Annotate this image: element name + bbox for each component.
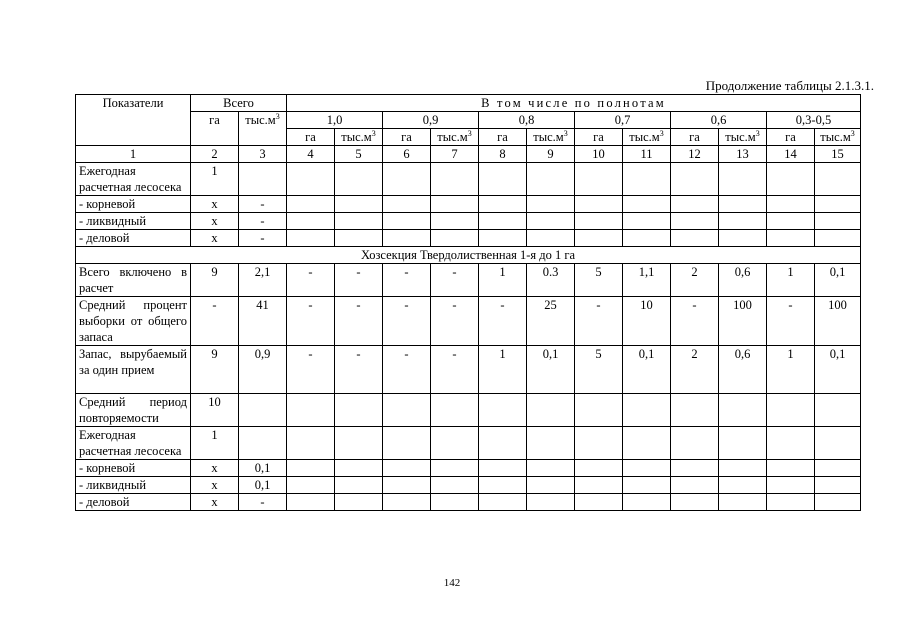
table-cell: [815, 394, 861, 427]
table-row: [76, 297, 861, 346]
table-cell: [815, 477, 861, 494]
table-cell: [623, 394, 671, 427]
table-cell: -: [287, 297, 335, 346]
column-number: 8: [479, 146, 527, 163]
table-cell: [575, 213, 623, 230]
table-cell: [815, 196, 861, 213]
table-cell: [287, 230, 335, 247]
table-cell: [527, 477, 575, 494]
table-cell: [287, 196, 335, 213]
header-ha-5: га: [767, 129, 815, 146]
column-number: 4: [287, 146, 335, 163]
table-cell: 1,1: [623, 264, 671, 297]
header-density-4: 0,6: [671, 112, 767, 129]
table-cell: -: [239, 196, 287, 213]
table-cell: [671, 196, 719, 213]
table-cell: [767, 213, 815, 230]
column-number: 7: [431, 146, 479, 163]
table-cell: -: [239, 213, 287, 230]
header-ha-4: га: [671, 129, 719, 146]
table-cell: [527, 230, 575, 247]
table-cell: 25: [527, 297, 575, 346]
table-cell: -: [287, 346, 335, 394]
table-cell: 0,1: [239, 460, 287, 477]
table-cell: [431, 394, 479, 427]
row-label: - ликвидный: [76, 477, 191, 494]
row-label: Средний период повторяемости: [76, 394, 191, 427]
table-row: [76, 477, 861, 494]
row-label: Запас, вырубаемый за один прием: [76, 346, 191, 394]
table-cell: [623, 163, 671, 196]
table-cell: [479, 394, 527, 427]
row-label: - ликвидный: [76, 213, 191, 230]
table-cell: 2,1: [239, 264, 287, 297]
table-cell: -: [383, 264, 431, 297]
table-cell: [383, 230, 431, 247]
table-cell: [527, 163, 575, 196]
table-cell: [623, 196, 671, 213]
column-number: 3: [239, 146, 287, 163]
table-cell: x: [191, 460, 239, 477]
table-cell: 100: [815, 297, 861, 346]
table-cell: [671, 460, 719, 477]
table-cell: [575, 460, 623, 477]
table-cell: [575, 477, 623, 494]
table-cell: [575, 230, 623, 247]
table-cell: 1: [767, 264, 815, 297]
table-row: [76, 494, 861, 511]
table-cell: [719, 427, 767, 460]
table-cell: 0.3: [527, 264, 575, 297]
table-cell: [335, 427, 383, 460]
table-cell: 1: [191, 163, 239, 196]
table-cell: [431, 230, 479, 247]
table-cell: [719, 494, 767, 511]
table-cell: x: [191, 494, 239, 511]
section-row: [76, 247, 861, 264]
table-cell: [767, 196, 815, 213]
table-cell: 0,1: [527, 346, 575, 394]
table-cell: [479, 494, 527, 511]
column-number: 1: [76, 146, 191, 163]
table-cell: [239, 394, 287, 427]
row-label: - корневой: [76, 196, 191, 213]
table-cell: 9: [191, 346, 239, 394]
table-cell: [431, 494, 479, 511]
table-cell: -: [191, 297, 239, 346]
table-cell: [719, 163, 767, 196]
table-cell: [431, 213, 479, 230]
header-m3-5: $тыс.м^3$: [815, 129, 861, 146]
column-number: 5: [335, 146, 383, 163]
row-label: Всего включено в расчет: [76, 264, 191, 297]
table-row: [76, 196, 861, 213]
table-cell: [575, 394, 623, 427]
table-cell: [527, 196, 575, 213]
table-cell: [287, 427, 335, 460]
column-numbers-row: [76, 146, 861, 163]
table-cell: [671, 494, 719, 511]
table-cell: [239, 427, 287, 460]
table-cell: [575, 494, 623, 511]
table-cell: [719, 477, 767, 494]
table-cell: [767, 394, 815, 427]
table-cell: [815, 494, 861, 511]
row-label: - деловой: [76, 230, 191, 247]
column-number: 13: [719, 146, 767, 163]
table-cell: [287, 213, 335, 230]
table-cell: 0,1: [623, 346, 671, 394]
table-cell: [671, 213, 719, 230]
table-cell: x: [191, 477, 239, 494]
table-cell: [527, 427, 575, 460]
header-density-5: 0,3-0,5: [767, 112, 861, 129]
table-cell: [575, 163, 623, 196]
table-cell: [431, 163, 479, 196]
table-cell: [623, 460, 671, 477]
table-cell: [383, 477, 431, 494]
header-including: В том числе по полнотам: [287, 95, 861, 112]
table-cell: x: [191, 213, 239, 230]
column-number: 9: [527, 146, 575, 163]
table-cell: x: [191, 196, 239, 213]
table-cell: [287, 460, 335, 477]
table-cell: [719, 460, 767, 477]
row-label: Средний процент выборки от общего запаса: [76, 297, 191, 346]
table-cell: [287, 394, 335, 427]
header-density-3: 0,7: [575, 112, 671, 129]
column-number: 14: [767, 146, 815, 163]
table-cell: -: [335, 264, 383, 297]
table-cell: 0,9: [239, 346, 287, 394]
table-row: [76, 346, 861, 394]
table-cell: [815, 163, 861, 196]
table-cell: [239, 163, 287, 196]
header-m3-1: $тыс.м^3$: [431, 129, 479, 146]
table-cell: 10: [623, 297, 671, 346]
table-cell: [671, 394, 719, 427]
table-cell: [671, 163, 719, 196]
header-ha-3: га: [575, 129, 623, 146]
column-number: 12: [671, 146, 719, 163]
table-cell: [815, 460, 861, 477]
row-label: Ежегодная расчетная лесосека: [76, 427, 191, 460]
table-cell: [335, 494, 383, 511]
table-row: [76, 427, 861, 460]
table-cell: -: [383, 297, 431, 346]
header-m3-0: $тыс.м^3$: [335, 129, 383, 146]
table-cell: [335, 477, 383, 494]
column-number: 10: [575, 146, 623, 163]
table-cell: [287, 477, 335, 494]
row-label: - деловой: [76, 494, 191, 511]
row-label: - корневой: [76, 460, 191, 477]
table-cell: -: [431, 346, 479, 394]
table-cell: [671, 477, 719, 494]
table-cell: [335, 460, 383, 477]
table-cell: [527, 460, 575, 477]
page-number: 142: [443, 577, 461, 589]
table-cell: [767, 427, 815, 460]
table-cell: 100: [719, 297, 767, 346]
table-row: [76, 460, 861, 477]
table-cell: 1: [191, 427, 239, 460]
table-cell: [623, 427, 671, 460]
column-number: 11: [623, 146, 671, 163]
table-cell: [623, 213, 671, 230]
table-cell: [767, 460, 815, 477]
table-cell: [335, 230, 383, 247]
table-cell: 0,6: [719, 346, 767, 394]
table-cell: [815, 230, 861, 247]
table-cell: [479, 427, 527, 460]
table-cell: 9: [191, 264, 239, 297]
table-cell: [575, 427, 623, 460]
table-cell: 2: [671, 346, 719, 394]
table-row: [76, 230, 861, 247]
header-total-m3: $тыс.м^3$: [239, 112, 287, 146]
header-row-2: [76, 112, 861, 129]
table-cell: [671, 427, 719, 460]
table-cell: -: [767, 297, 815, 346]
table-caption: Продолжение таблицы 2.1.3.1.: [705, 78, 874, 93]
table-cell: [431, 477, 479, 494]
table-cell: [527, 494, 575, 511]
table-row: [76, 213, 861, 230]
table-row: [76, 264, 861, 297]
table-cell: [767, 163, 815, 196]
table-cell: -: [575, 297, 623, 346]
header-m3-2: $тыс.м^3$: [527, 129, 575, 146]
row-label: Ежегодная расчетная лесосека: [76, 163, 191, 196]
table-cell: [479, 460, 527, 477]
table-cell: 1: [479, 264, 527, 297]
table-cell: [575, 196, 623, 213]
table-cell: [479, 230, 527, 247]
table-cell: [383, 494, 431, 511]
table-cell: -: [383, 346, 431, 394]
table-cell: -: [239, 494, 287, 511]
table-cell: [479, 196, 527, 213]
table-cell: -: [239, 230, 287, 247]
table-cell: [383, 460, 431, 477]
forest-table: [75, 94, 861, 511]
table-cell: [479, 213, 527, 230]
table-cell: [383, 196, 431, 213]
table-cell: 41: [239, 297, 287, 346]
table-cell: [527, 394, 575, 427]
table-cell: [815, 213, 861, 230]
column-number: 6: [383, 146, 431, 163]
table-cell: 5: [575, 346, 623, 394]
table-cell: [383, 394, 431, 427]
header-row-1: [76, 95, 861, 112]
table-cell: -: [431, 264, 479, 297]
table-cell: -: [287, 264, 335, 297]
table-cell: -: [335, 346, 383, 394]
table-cell: [815, 427, 861, 460]
column-number: 2: [191, 146, 239, 163]
table-cell: 2: [671, 264, 719, 297]
header-ha-1: га: [383, 129, 431, 146]
table-cell: [287, 163, 335, 196]
table-cell: [767, 230, 815, 247]
table-cell: -: [335, 297, 383, 346]
table-cell: 5: [575, 264, 623, 297]
header-m3-3: $тыс.м^3$: [623, 129, 671, 146]
table-cell: [671, 230, 719, 247]
header-m3-4: $тыс.м^3$: [719, 129, 767, 146]
header-indicators: Показатели: [76, 95, 191, 146]
table-cell: [335, 213, 383, 230]
table-cell: [767, 477, 815, 494]
table-cell: [431, 427, 479, 460]
header-density-1: 0,9: [383, 112, 479, 129]
table-cell: [479, 477, 527, 494]
table-cell: 1: [767, 346, 815, 394]
column-number: 15: [815, 146, 861, 163]
header-ha-0: га: [287, 129, 335, 146]
section-title: Хозсекция Твердолиственная 1-я до 1 га: [76, 247, 861, 264]
table-cell: 1: [479, 346, 527, 394]
table-cell: [623, 230, 671, 247]
table-cell: -: [671, 297, 719, 346]
table-cell: 0,1: [815, 264, 861, 297]
header-density-2: 0,8: [479, 112, 575, 129]
table-cell: [431, 460, 479, 477]
header-density-0: 1,0: [287, 112, 383, 129]
table-cell: [719, 230, 767, 247]
table-cell: [383, 213, 431, 230]
table-cell: [719, 213, 767, 230]
table-cell: [431, 196, 479, 213]
header-ha-2: га: [479, 129, 527, 146]
table-cell: [479, 163, 527, 196]
table-cell: [383, 427, 431, 460]
table-cell: [623, 494, 671, 511]
table-cell: [527, 213, 575, 230]
table-cell: x: [191, 230, 239, 247]
table-cell: [719, 394, 767, 427]
header-total: Всего: [191, 95, 287, 112]
table-cell: -: [431, 297, 479, 346]
table-cell: [335, 196, 383, 213]
table-cell: [767, 494, 815, 511]
table-row: [76, 163, 861, 196]
table-cell: [719, 196, 767, 213]
table-cell: 10: [191, 394, 239, 427]
table-cell: [623, 477, 671, 494]
table-row: [76, 394, 861, 427]
table-cell: 0,1: [815, 346, 861, 394]
table-cell: 0,1: [239, 477, 287, 494]
table-cell: [335, 394, 383, 427]
table-cell: [383, 163, 431, 196]
table-cell: 0,6: [719, 264, 767, 297]
table-cell: -: [479, 297, 527, 346]
table-cell: [287, 494, 335, 511]
table-cell: [335, 163, 383, 196]
header-total-ha: га: [191, 112, 239, 146]
